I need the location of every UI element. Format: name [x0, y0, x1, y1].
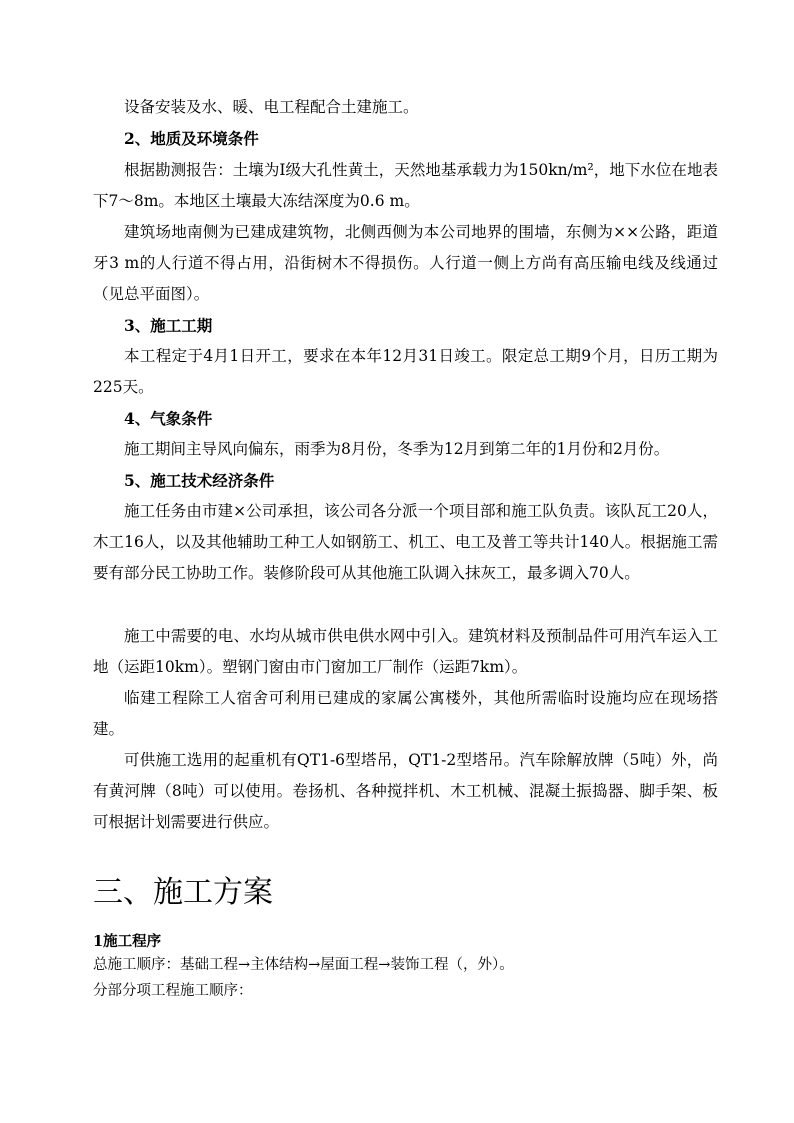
chapter-title: 三、施工方案	[93, 875, 273, 910]
paragraph-weather: 施工期间主导风向偏东，雨季为8月份，冬季为12月到第二年的1月份和2月份。	[124, 440, 670, 458]
paragraph-temporary-facilities: 临建工程除工人宿舍可利用已建成的家属公寓楼外，其他所需临时设施均应在现场搭建。	[93, 689, 718, 738]
paragraph-equipment-available: 可供施工选用的起重机有QT1-6型塔吊，QT1-2型塔吊。汽车除解放牌（5吨）外，尚有黄河牌（8吨）可以使用。卷扬机、各种搅拌机、木工机械、混凝土振捣器、脚手架、板可根据计划需要进行供应。	[93, 751, 718, 831]
heading-technical-economic: 5、施工技术经济条件	[124, 471, 275, 490]
paragraph-site-surroundings: 建筑场地南侧为已建成建筑物，北侧西侧为本公司地界的围墙，东侧为××公路，距道牙3 m的人行道不得占用，沿街树木不得损伤。人行道一侧上方尚有高压输电线及线通过（见总平面图）。	[93, 223, 718, 303]
paragraph-workforce: 施工任务由市建×公司承担，该公司各分派一个项目部和施工队负责。该队瓦工20人，木工16人，以及其他辅助工种工人如钢筋工、机工、电工及普工等共计140人。根据施工需要有部分民工协助工作。装修阶段可从其他施工队调入抹灰工，最多调入70人。	[93, 502, 718, 582]
subdivision-sequence-line: 分部分项工程施工顺序：	[93, 983, 253, 999]
heading-geology-environment: 2、地质及环境条件	[124, 129, 259, 148]
paragraph-schedule: 本工程定于4月1日开工，要求在本年12月31日竣工。限定总工期9个月，日历工期为225天。	[93, 347, 718, 396]
heading-construction-period: 3、施工工期	[124, 316, 213, 335]
paragraph-equipment-installation: 设备安装及水、暖、电工程配合土建施工。	[124, 98, 419, 116]
section-heading-construction-procedure: 1施工程序	[93, 933, 162, 950]
heading-weather: 4、气象条件	[124, 409, 213, 428]
overall-sequence-line: 总施工顺序：基础工程→主体结构→屋面工程→装饰工程（，外）。	[93, 957, 514, 973]
paragraph-utilities-materials: 施工中需要的电、水均从城市供电供水网中引入。建筑材料及预制品件可用汽车运入工地（运距10km）。塑钢门窗由市门窗加工厂制作（运距7km）。	[93, 627, 718, 676]
paragraph-soil-report: 根据勘测报告：土壤为Ⅰ级大孔性黄土，天然地基承载力为150kn/m²，地下水位在地表下7～8m。本地区土壤最大冻结深度为0.6 m。	[93, 161, 718, 210]
